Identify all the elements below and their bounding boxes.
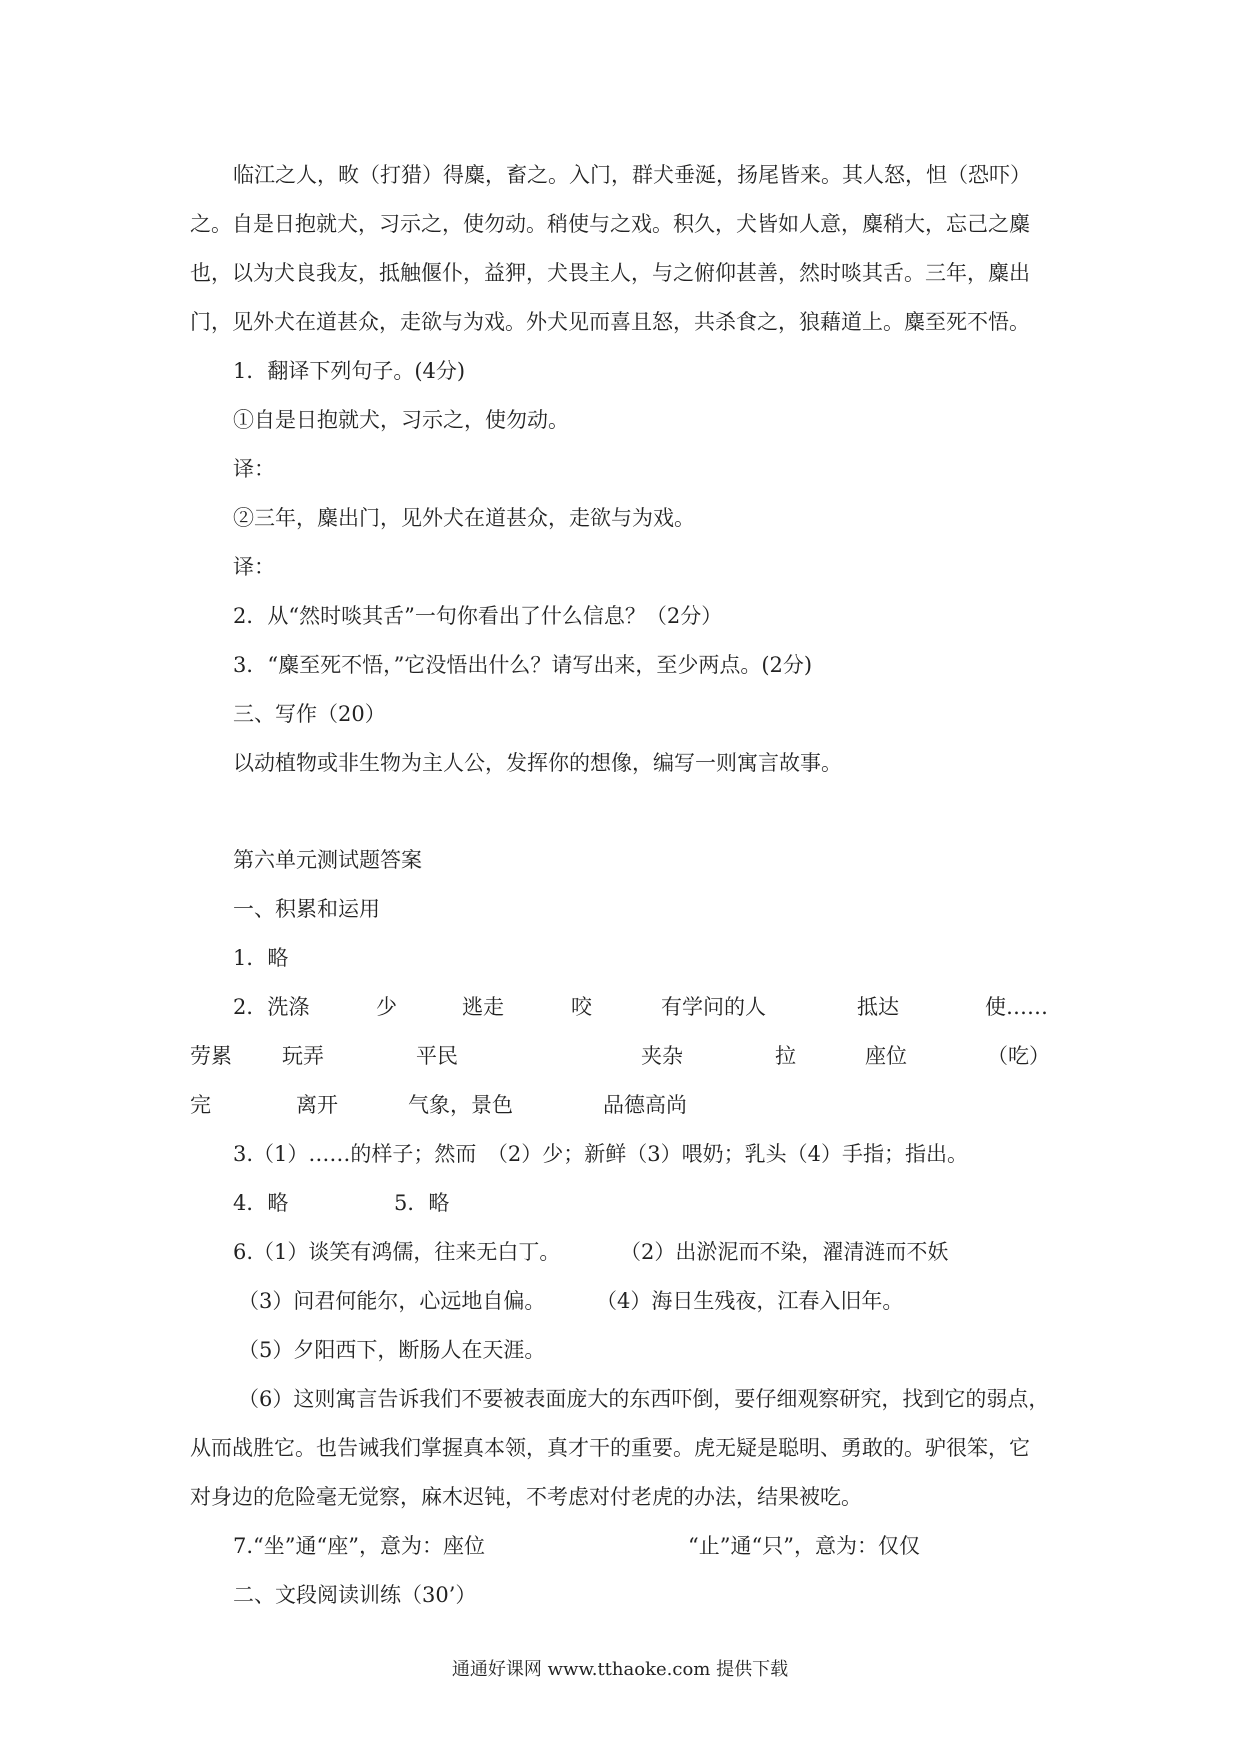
translation-label: 译： <box>233 555 275 579</box>
answer-2-item: 使…… <box>985 995 1048 1019</box>
answer-4: 4．略 <box>233 1191 289 1215</box>
question-2: 2．从“然时啖其舌”一句你看出了什么信息？（2分） <box>233 604 723 628</box>
answer-2-item: 座位 <box>865 1044 907 1068</box>
answer-2-item: 咬 <box>571 995 592 1019</box>
answers-section-1: 一、积累和运用 <box>233 897 380 921</box>
question-1-sentence-b: ②三年，麋出门，见外犬在道甚众，走欲与为戏。 <box>233 506 695 530</box>
passage-line: 门，见外犬在道甚众，走欲与为戏。外犬见而喜且怒，共杀食之，狼藉道上。麋至死不悟。 <box>190 310 1030 334</box>
answer-2-item: 玩弄 <box>282 1044 324 1068</box>
answer-2-item: 夹杂 <box>641 1044 683 1068</box>
answer-6-explanation: 对身边的危险毫无觉察，麻木迟钝，不考虑对付老虎的办法，结果被吃。 <box>190 1485 862 1509</box>
answer-2-item: 劳累 <box>190 1044 232 1068</box>
page-footer: 通通好课网 www.tthaoke.com 提供下载 <box>451 1659 789 1680</box>
answer-2-item: 少 <box>376 995 397 1019</box>
answer-2-item: 逃走 <box>462 995 504 1019</box>
question-1: 1．翻译下列句子。(4分) <box>233 359 466 383</box>
answer-2-item: （吃） <box>987 1044 1050 1068</box>
answer-6-explanation: （6）这则寓言告诉我们不要被表面庞大的东西吓倒，要仔细观察研究，找到它的弱点， <box>238 1387 1050 1411</box>
answer-2-item: 气象，景色 <box>408 1093 513 1117</box>
answer-6-part: （5）夕阳西下，断肠人在天涯。 <box>238 1338 546 1362</box>
passage-line: 之。自是日抱就犬，习示之，使勿动。稍使与之戏。积久，犬皆如人意，麋稍大，忘己之麋 <box>190 212 1030 236</box>
answer-6-explanation: 从而战胜它。也告诫我们掌握真本领，真才干的重要。虎无疑是聪明、勇敢的。驴很笨，它 <box>190 1436 1030 1460</box>
answer-2-item: 拉 <box>775 1044 796 1068</box>
answer-2-item: 品德高尚 <box>603 1093 687 1117</box>
writing-prompt: 以动植物或非生物为主人公，发挥你的想像，编写一则寓言故事。 <box>233 751 842 775</box>
answer-1: 1．略 <box>233 946 289 970</box>
answer-2-label: 2．洗涤 <box>233 995 310 1019</box>
answer-2-item: 离开 <box>296 1093 338 1117</box>
writing-section-title: 三、写作（20） <box>233 702 386 726</box>
question-3: 3．“麋至死不悟，”它没悟出什么？请写出来，至少两点。(2分) <box>233 653 813 677</box>
answer-2-item: 平民 <box>416 1044 458 1068</box>
answer-6-part: 6.（1）谈笑有鸿儒，往来无白丁。 <box>233 1240 561 1264</box>
answer-2-item: 完 <box>190 1093 211 1117</box>
passage-line: 也，以为犬良我友，抵触偃仆，益狎，犬畏主人，与之俯仰甚善，然时啖其舌。三年，麋出 <box>190 261 1030 285</box>
question-1-sentence-a: ①自是日抱就犬，习示之，使勿动。 <box>233 408 569 432</box>
answer-3: 3.（1）……的样子；然而 （2）少；新鲜（3）喂奶；乳头（4）手指；指出。 <box>233 1142 968 1166</box>
answer-6-part: （2）出淤泥而不染，濯清涟而不妖 <box>620 1240 949 1264</box>
answers-title: 第六单元测试题答案 <box>233 848 422 872</box>
answers-section-2: 二、文段阅读训练（30’） <box>233 1583 477 1607</box>
passage-line: 临江之人，畋（打猎）得麋，畜之。入门，群犬垂涎，扬尾皆来。其人怒，怛（恐吓） <box>233 163 1031 187</box>
answer-2-item: 抵达 <box>857 995 899 1019</box>
answer-7-part: 7.“坐”通“座”，意为：座位 <box>233 1534 485 1558</box>
answer-5: 5．略 <box>394 1191 450 1215</box>
answer-6-part: （4）海日生残夜，江春入旧年。 <box>596 1289 904 1313</box>
answer-2-item: 有学问的人 <box>661 995 766 1019</box>
answer-7-part: “止”通“只”，意为：仅仅 <box>688 1534 920 1558</box>
translation-label: 译： <box>233 457 275 481</box>
answer-6-part: （3）问君何能尔，心远地自偏。 <box>238 1289 546 1313</box>
